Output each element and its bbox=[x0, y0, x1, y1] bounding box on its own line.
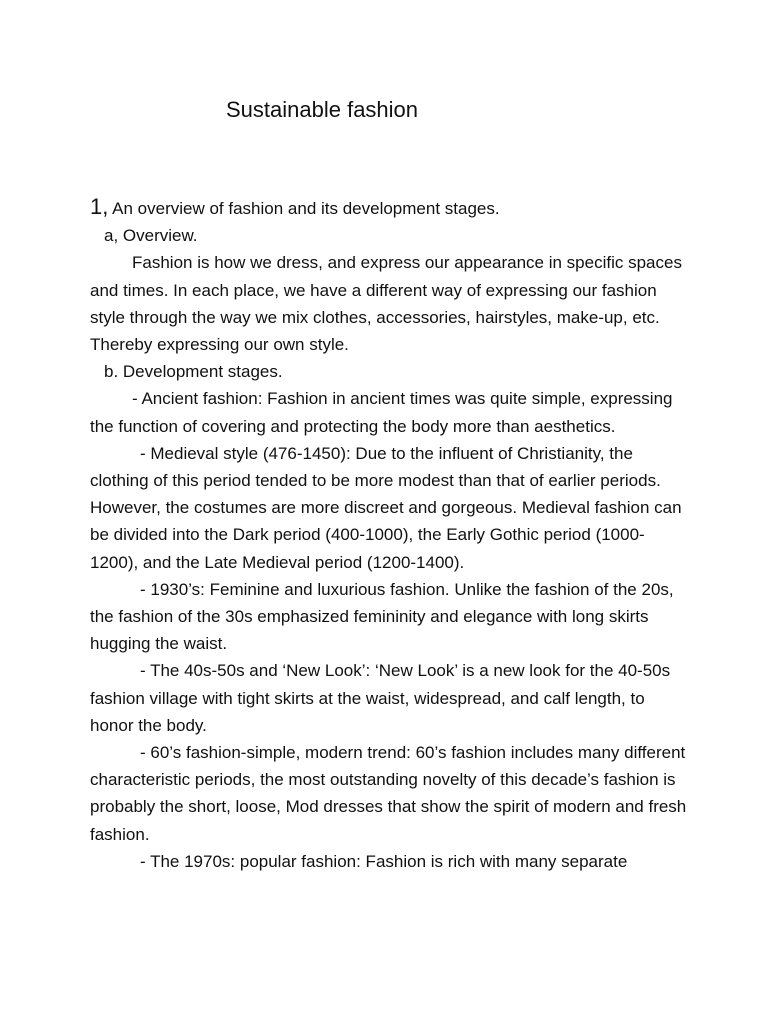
section-heading-text: An overview of fashion and its development stages. bbox=[108, 199, 500, 218]
subheading-development-stages: b. Development stages. bbox=[104, 362, 283, 382]
document-title: Sustainable fashion bbox=[226, 97, 419, 122]
subheading-overview: a, Overview. bbox=[104, 226, 198, 246]
overview-paragraph: Fashion is how we dress, and express our appearance in specific spaces and times. In each place, we have a different way of expressing our fashion style through the way we mix clothes, accessories, hairstyles, make-up, etc. Thereby expressing our own style. bbox=[90, 253, 682, 355]
stage-1930s: - 1930’s: Feminine and luxurious fashion. Unlike the fashion of the 20s, the fashion of the 30s emphasized femininity and elegance with long skirts hugging the waist. bbox=[90, 579, 674, 654]
stage-ancient: - Ancient fashion: Fashion in ancient times was quite simple, expressing the function of covering and protecting the body more than aesthetics. bbox=[90, 389, 673, 436]
stage-medieval: - Medieval style (476-1450): Due to the influent of Christianity, the clothing of this period tended to be more modest than that of earlier periods. However, the costumes are more discreet and gorgeous. Medieval fashion can be divided into the Dark period (400-1000), the Early Gothic period (1000-1200), and the Late Medieval period (1200-1400). bbox=[90, 443, 682, 572]
stage-40s-50s: - The 40s-50s and ‘New Look’: ‘New Look’ is a new look for the 40-50s fashion village with tight skirts at the waist, widespread, and calf length, to honor the body. bbox=[90, 661, 671, 735]
stage-1970s: - The 1970s: popular fashion: Fashion is rich with many separate bbox=[140, 851, 628, 871]
stage-60s: - 60’s fashion-simple, modern trend: 60’s fashion includes many different characteristic periods, the most outstanding novelty of this decade’s fashion is probably the short, loose, Mod dresses that show the spirit of modern and fresh fashion. bbox=[90, 743, 687, 844]
section-number: 1, bbox=[90, 194, 109, 219]
section-heading bbox=[90, 193, 690, 222]
document-body bbox=[90, 193, 690, 875]
